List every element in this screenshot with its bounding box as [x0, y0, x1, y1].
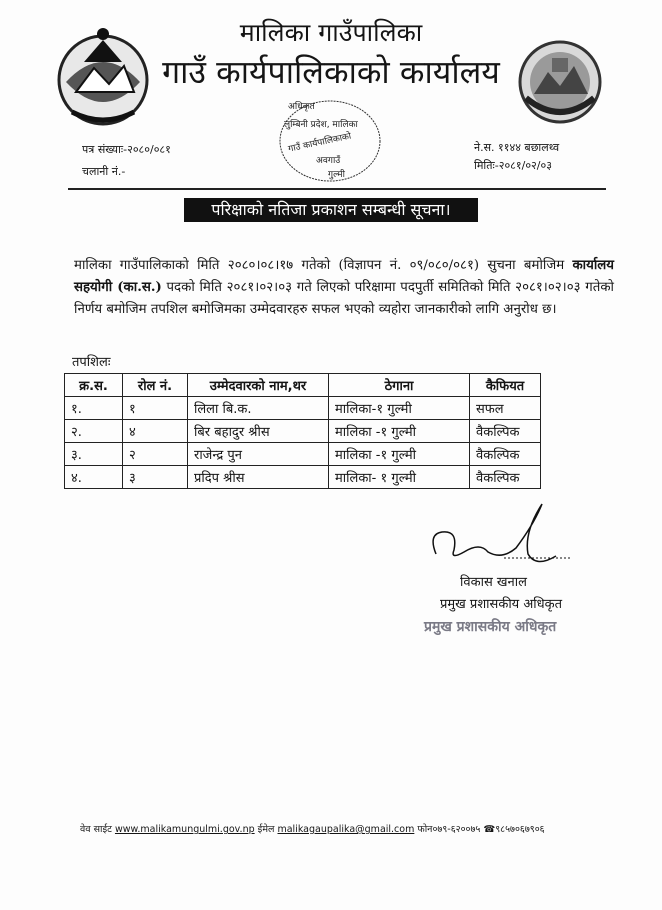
nepal-sambat: ने.स. ११४४ बछालथ्व [474, 141, 560, 154]
cell-roll: ३ [123, 466, 188, 489]
body-text-2: पदको मिति २०८१।०२।०३ गते लिएको परिक्षामा पदपुर्ती समितिको मिति २०८१।०२।०३ गतेको निर्णय बमोजिम तपशिल बमोजिमका उम्मेदवारहरु सफल भएको व्यहोरा जानकारीको लागि अनुरोध छ। [74, 280, 614, 317]
cell-serial: २. [65, 420, 123, 443]
table-row [65, 466, 541, 489]
cell-name: राजेन्द्र पुन [188, 443, 329, 466]
stamp-line: अधिकृत [288, 102, 315, 112]
body-text-1: मालिका गाउँपालिकाको मिति २०८०।०८।१७ गतेको (विज्ञापन नं. ०९/०८०/०८१) सुचना बमोजिम [74, 258, 573, 273]
office-stamp [270, 93, 390, 191]
post-name: कार्यालय सहयोगी (का.स.) [74, 258, 614, 295]
dispatch-number: चलानी नं.- [82, 165, 126, 178]
header-divider [68, 188, 606, 190]
stamp-line: लुम्बिनी प्रदेश, मालिका [284, 120, 358, 130]
notice-body [74, 255, 614, 321]
mobile-number: ९८५७०६७९०६ [495, 824, 545, 835]
date: मितिः-२०८१/०२/०३ [474, 159, 552, 172]
phone-number: ०७९-६२००७५ [432, 824, 481, 835]
table-row [65, 443, 541, 466]
cell-serial: ४. [65, 466, 123, 489]
cell-remarks: सफल [470, 397, 541, 420]
office-name: मालिका गाउँपालिका [239, 18, 423, 47]
table-row [65, 397, 541, 420]
column-header: कैफियत [470, 374, 541, 397]
cell-roll: ४ [123, 420, 188, 443]
cell-remarks: वैकल्पिक [470, 443, 541, 466]
website-link[interactable]: www.malikamungulmi.gov.np [114, 824, 255, 835]
cell-address: मालिका -१ गुल्मी [329, 443, 470, 466]
cell-roll: १ [123, 397, 188, 420]
stamp-line: गाउँ कार्यपालिकाको [287, 131, 353, 155]
phone-label: फोन [417, 824, 433, 835]
email-label: ईमेल [257, 824, 275, 835]
table-header-row [65, 374, 541, 397]
signatory-designation: प्रमुख प्रशासकीय अधिकृत [440, 597, 563, 612]
cell-name: बिर बहादुर श्रीस [188, 420, 329, 443]
cell-serial: १. [65, 397, 123, 420]
stamp-line: गुल्मी [328, 170, 346, 180]
table-row [65, 420, 541, 443]
notice-title: परिक्षाको नतिजा प्रकाशन सम्बन्धी सूचना। [184, 198, 478, 222]
column-header: रोल नं. [123, 374, 188, 397]
cell-address: मालिका- १ गुल्मी [329, 466, 470, 489]
cell-roll: २ [123, 443, 188, 466]
results-table [64, 373, 541, 489]
website-label: वेव साईट [80, 824, 112, 835]
details-label: तपशिलः [72, 355, 111, 370]
cell-address: मालिका -१ गुल्मी [329, 420, 470, 443]
cell-remarks: वैकल्पिक [470, 420, 541, 443]
cell-remarks: वैकल्पिक [470, 466, 541, 489]
cell-name: प्रदिप श्रीस [188, 466, 329, 489]
designation-stamp: प्रमुख प्रशासकीय अधिकृत [424, 619, 557, 635]
column-header: ठेगाना [329, 374, 470, 397]
column-header: उम्मेदवारको नाम,थर [188, 374, 329, 397]
cell-serial: ३. [65, 443, 123, 466]
phone-icon: ☎ [483, 824, 496, 835]
stamp-line: अवगाउँ [316, 156, 341, 166]
signatory-name: विकास खनाल [460, 575, 527, 590]
cell-name: लिला बि.क. [188, 397, 329, 420]
letter-number: पत्र संख्याः-२०८०/०८१ [82, 143, 171, 156]
cell-address: मालिका-१ गुल्मी [329, 397, 470, 420]
column-header: क्र.स. [65, 374, 123, 397]
office-title: गाउँ कार्यपालिकाको कार्यालय [162, 53, 500, 91]
footer-contact [80, 822, 545, 835]
email-link[interactable]: malikagaupalika@gmail.com [277, 824, 415, 835]
signature-scribble [424, 494, 574, 574]
